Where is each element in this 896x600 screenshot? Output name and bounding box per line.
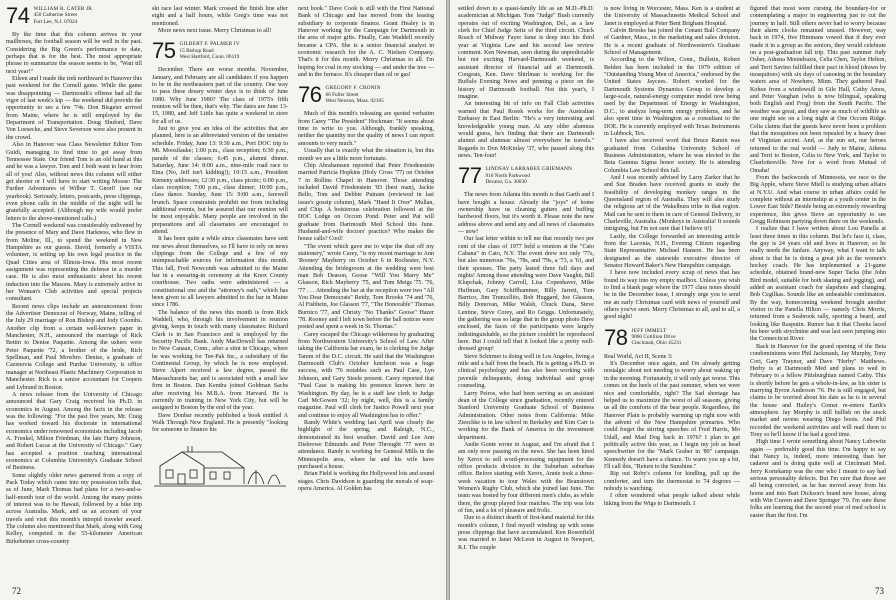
right-column-3	[750, 6, 886, 520]
secretary-address	[33, 6, 93, 25]
paragraph: Back in Hanover for the grand opening of the Beta condominiums were Phil Jackmauh, Jay Murphy, Tony Cori, Gary Traynor, and Dave "Herby" Matthews. Herby is at Dartmouth Med and plans to wed in February to a fellow Pittsburghian named Cathy. This is shortly before he gets a whole-in-law, as his sister is marrying Byron Anderson '76. Pie is still engaged, but claims to be worried about his date as he is in several the house and Hailey's Comet re-enters Earth's atmosphere. Jay Murphy is still bullish on the stock market and ravens wearing Diego boots. And Phil recorded the weekend activities and will mail them to Tony so he'll know if he had a good time.	[750, 343, 886, 438]
left-column-1	[6, 3, 142, 546]
secretary-name: WILLIAM R. CATER JR.	[33, 6, 94, 12]
secretary-address	[485, 166, 572, 185]
secretary-street: 910 North Parkwood	[485, 172, 530, 179]
paragraph: figured that most were cursing the boundary-for or contemplating a major in engineering just to cut the journey in half. Still others never had to worry because their alarm clocks remained unused. However, way back in 1974, five Himmans vowed that if they ever made it in a group as the seniors, they would celebrate on a post-graduation fall trip. This past summer Judy Osher, Athena Moundraxis, Celia Chen, Taylor Helton, and Terri Savino fulfilled their pact in blood (drawn by mosquitoes) with six days of canoeing in the boundary waters area of Nowhere, Minn. They gathered Paul Kohoe from a windowsill in Gile Hall, Cathy Amos, and Peter Vaughan (who is now bilingual, speaking both English and Frog) from the South Pacific. The weather was great, and they saw as much of wildlife as one might see on a long night at One Occom Ridge. Celia claims that the guests have never been a problem that the mosquitoes not been repealed by a heavy dose of Virginian accent. And, as the sun set, our heroes returned to the real world — Judy to Maine, Athena and Terri to Boston, Celia to New York, and Taylor to Charlottesville. Now for a word from Mutual of Omaha!	[750, 6, 886, 174]
secretary-name: GREGORY F. CRONIN	[325, 85, 381, 92]
right-column-1	[458, 6, 594, 552]
secretary-address	[325, 85, 383, 104]
paragraph: Also in Hanover was Class Newsletter Editor Tom Guidi, managing to find time to get away from Tennessee State. Our friend Tom is an old hand at this and he was a lawyer. Tom and I both want to hear from all of you! Also, without news this column will either get shorter or I will have to start writing Moose: The Further Adventures of Wilbur T. Gnorf! (see our yearbook). Seriously, letters, postcards, press clippings, even phone calls in the middle of the night will be gratefully accepted. (Although my wife would prefer letters to the above-mentioned calls.)	[6, 142, 142, 222]
paragraph: More news next issue. Merry Christmas to all!	[158, 28, 272, 35]
paragraph: Carey escaped the Chicago wilderness by graduating from Northwestern University's School of Law. After taking the California bar exam, he is clerking for Judge Tamm of the D.C. circuit. He said that the Washington Dartmouth Club's October luncheon was a huge success, with '76 notables such as Paul Case, Lyn Johnson, and Gary Steele present. Carey reported that "Paul Case is making his presence known here in Washington. By day, he is a staff law clerk to Judge Carl McGowen '32; by night, well, this is a family magazine. Paul will clerk for Justice Powell next year and continue to enjoy all Washington has to offer."	[298, 331, 434, 419]
paragraph: ski race last winter. Mark crossed the finish line after eight and a half hours, while Greg's time was not mentioned.	[152, 6, 288, 27]
paragraph: Lastly, the College forwarded an interesting article from the Laconia, N.H., Evening Citizen regarding State Representative Michael Hanson. He has been designated as the statewide executive director of Senator Howard Baker's New Hampshire campaign.	[604, 233, 740, 270]
paragraph: Just to give you an idea of the activities that are planned, here is an abbreviated version of the tentative schedule. Friday, June 13: 9:30 a.m., Port DOC trip to Mt. Moosilauke; 1:00 p.m., class reception; 6:30 p.m., parade of the classes; 6:45 p.m., alumni dinner. Saturday, June 14: 8:00 a.m., nine-mile road race to Etna (No, Jeff isn't kidding!); 10:15 a.m., President Kemeny addresses; 12:30 p.m., class picnic; 6:00 p.m., class reception; 7:00 p.m., class dinner; 10:00 p.m., class dance. Sunday, June 15: 9:00 a.m., farewell brunch. Space constraints prohibit me from including additional events, but be assured that our reunion will be most enjoyable. Many people are involved in the preparations and all classmates are encouraged to attend.	[152, 126, 288, 235]
paragraph: Calvin Brooks has joined the Conant Ball Company of Gardner, Mass., in the marketing and sales division. He is a recent graduate of Northwestern's Graduate School of Management.	[604, 28, 740, 57]
secretary-city: Cincinnati, Ohio 45231	[631, 340, 682, 347]
paragraph: It's December once again, and I'm already getting nostalgic about not needing to worry about waking up in the morning. Fortunately, it will only get worse. This comes on the heels of the past summer, when we were nice and comfortable, right? The Sad shortage has helped us to maximize the worst of all seasons, giving us all the comforts of the bear people. Regardless, the Hanover Plain is probably warming up right now with the advent of the New Hampshire primaries. Who could forget the stirring speeches of Fred Harris, Mo Udall, and Mad Dog back in 1976? I plan to get politically active this year, as I begin my job as head speechwriter for the "Mark Graber in '80" campaign. Kennedy doesn't have a chance. To warm you up a bit, I'll call this, "Return to the Sunshine."	[604, 361, 740, 470]
paragraph: settled down to a quasi-family life as an M.D.-Ph.D. academician at Michigan. Tom "Judge" Bush currently operates out of exciting Washington, Del., as a law clerk for Chief Judge Seitz of the third circuit. Chuck Roach of Midway Fayer fame is deep into his third year at Virginia Law and his second law review comment. Ken Newman, seen during the unpredictable but not exciting Harvard-Dartmouth weekend, is assistant director of financial aid at Dartmouth. Congrats, Ken. Dave Shirlman is working for the Buffalo Evening News and penning a piece on the history of Dartmouth football. Not this year's, I imagine.	[458, 6, 594, 101]
left-column-3	[298, 6, 434, 493]
left-column-2	[152, 6, 288, 499]
secretary-street: 15 Bishop Road	[179, 47, 214, 54]
class-1976-header	[298, 82, 434, 108]
paragraph: Brian Field is working the Hollywood lots and sound stages. Chris Davidson is guarding the morals of soap-opera America. Al Golden has	[298, 471, 434, 492]
paragraph: Some slightly older news garnered from a copy of Pack Today which came into my possession tells that, as of June, Mark Thomas had plans for a two-and-a-half-month tour of the world. Among the many points of interest was to be Hawaii, followed by a bike trip across Australia. Mark, and us an account of your travels and visit this month's intrepid traveler award. The column also mentioned that Mark, along with Greg Kelley, competed in the 55-kilometer American Birkebeiner cross-country	[6, 472, 142, 545]
paragraph: Dave Donbar recently published a book entitled A Walk Through New England. He is presently "looking for someone to finance his	[152, 412, 288, 434]
paragraph: Eileen and I made the trek northward to Hanover this past weekend for the Cornell game. While the game was disappointing — Dartmouth's offense had all the vigor of last week's kip — the weekend did provide the opportunity to see a few '74s. Don Bisgeier arrived from Maine, where he is still employed by the Department of Transportation. Doug Shuford, Dave Von Loesecke, and Steve Severson were also present in the crowd.	[6, 76, 142, 141]
paragraph: A news release from the University of Chicago announced that Gary Craig received his Ph.D. in economics in August. Among the facts in the release was the following: "For the past five years, Mr. Craig has worked toward his doctorate in international economics under renowned economists including Jacob A. Frenkel, Milton Friedman, the late Harry Johnson, and Robert Lucas at the University of Chicago." Gary has accepted a position teaching international economics at Columbia University's Graduate School of Business.	[6, 391, 142, 472]
paragraph: Due to a distinct dearth of first-hand material for this month's column, I find myself winding up with some press clippings that have accumulated. Ken Rosenfield was married to Janet McLeon in August in Newport, R.I. The couple	[458, 515, 594, 551]
paragraph: An interesting bit of info on Fall Club activities warned that Paul Rosek works for the Australian Embassy in East Berlin: "He's a very interesting and knowledgeable young man. At any older alumnus would guess, he's finding that there are Dartmouth alumni and alumnae almost everywhere he travels." Regards to Don McKinlay '37, who passed along this news. Ten-four!	[458, 101, 594, 159]
paragraph: According to the Wilton, Conn., Bulletin, Robert Belden has been included in the 1979 edition of "Outstanding Young Men of America," endorsed by the United States Jaycees. Robert worked for the Dartmouth Systems Dynamics Group to develop a large-scale, natural-energy computer model now being used by the Department of Energy in Washington, D.C., to analyze long-term energy problems, and he also spent time in Washington as a consultant to the DOE. He is currently employed with Texas Instruments in Lubbock, Tex.	[604, 57, 740, 137]
paragraph: It has been quite a while since classmates have sent me news about themselves, so I'll have to rely on news clippings from the College and a few of my unimpeachable sources for information this month. This fall, Fred Newcomb was admitted to the Maine bar in a swearing-in ceremony at the Knox County courthouse. Two oaths were administered — a constitutional one and the "attorney's oath," which has been given to all lawyers admitted to the bar in Maine since 1786.	[152, 236, 288, 309]
paragraph: And I was recently advised by Larry Zarker that he and Sue Braden have received grants to study the feasibility of developing monkey ranges in the Queensland region of Australia. They will also study the religious art of the Wakelbura tribe in that region. Mail can be sent to them in care of General Delivery, in Charleville, Australia. (Monkeys in Australia! It sounds intriguing, but I'm not sure that I believe it!)	[604, 174, 740, 233]
class-1974-header	[6, 3, 142, 28]
paragraph: December. There are worse months. November, January, and February are all candidates if you happen to be in the northeastern part of the country. One way to pass these dreary winter days is to think of June 1980. Why June 1980? The class of 1975's fifth reunion will be then, that's why. The dates are June 13-15, 1980, and Jeff Little has quite a weekend in store for all of us.	[152, 67, 288, 125]
class-year: 77	[458, 163, 482, 189]
paragraph: I have also received word that Bruce Ramin was graduated from Columbia University School of Business Administration, where he was elected to the Beta Gamma Sigma honor society. He is attending Columbia Law School this fall.	[604, 138, 740, 174]
paragraph: The news from Atlanta this month is that Garth and I have bought a house. Already the "joys" of home ownership have us cleaning gutters and buffing hardwood floors, but it's worth it. Please note the new address above and send any and all news of classmates — now!	[458, 192, 594, 235]
paragraph: High time I wrote something about Nancy Lubowitz again — preferably good this time. I'm happy to say that Nancy is, indeed, more interesting than her cadaver and is doing quite well at Cincinnati Med. Jerry Kortekamp was the one who I meant to say had serious personality defects. But I'm sure that those are all being corrected, as he has moved away from his home and into Bart Dickson's brand new house, along with Win Craven and Dave Springer '79. I'm sure these folks are learning that the second year of med school is easier than the first. I'm	[750, 439, 886, 519]
page-number: 72	[12, 586, 21, 596]
paragraph: The balance of the news this month is from Rick Waddell, who, through his involvement in reunion giving, keeps in touch with many classmates: Richard Clark is in San Francisco and is employed by the Security Pacific Bank. Andy MacDowell has returned to New Canaan, Conn., after a stint in Chicago, where he was working for Tee-Pak Inc., a subsidiary of the Continental Group, by which he is now employed. Steve Alpert received a law degree, passed the Massachusetts bar, and is associated with a small law firm in Boston. Dan Kendra joined Goldman Sachs after receiving his M.B.A. from Harvard. He is currently in training in New York City, but will be assigned to Boston by the end of the year.	[152, 309, 288, 412]
paragraph: "The event which gave me to wipe the dust off my stationery," wrote Carey, "is my recent marriage to Ann 'Rooney' Mayberry on October 6 in Rochester, N.Y. Attending the bridegroom at the wedding were best man Bob Deason, Goose "Will You Marry Me" Glasson, Rick Mayberry '75, and Tom Meigs '75. '76, '77 . . . Attending the bar at the reception were two "All You Dear Democrats" Reidy, Tom Brooks '74 and '76, Al Fishbein, Joe Glasson '77, "The Honorable" Thomas Burnico '77, and Christy "No Thanks" Goose" Hazer '78. Rooney and I left town before the ball notices were posted and spent a week in St. Thomas."	[298, 243, 434, 331]
secretary-name: LINDSAY LARRABEE GRIEMANN	[485, 166, 573, 173]
class-year: 76	[298, 82, 322, 108]
paragraph: Larry Peiros, who had been serving as an assistant dean of the College since graduation, recently entered Stanford University Graduate School of Business Administration. Other notes from California: Mike Zieschke is in law school in Berkeley and Kim Carr is working for the Bank of America in the investment department.	[458, 390, 594, 441]
paragraph: Real World, Act II, Scene 3:	[604, 353, 673, 360]
paragraph: I have now included every scrap of news that has found its way into my empty mailbox. Unless you wish to find a blank page where the 1977 class notes should be in the December issue, I strongly urge you to send me an early Christmas card with news of yourself and others you've seen. Merry Christmas to all, and to all, a good night!	[604, 270, 740, 321]
paragraph: Andie Gonte wrote in August, and I'm afraid that I am only now passing on the news. She has been hired by Xerox to sell word-processing equipment for the office products division in the Suburban suburban office. Before starting with Xerox, Annie took a three-week vacation to tour Wales with the Beanstown Women's Rugby Club, which she joined last June. The team was hosted by four different men's clubs, as while there, the group played four matches. The trip was lots of fun, and a lot of pleasure and frolic.	[458, 441, 594, 514]
secretary-city: West Newton, Mass. 02165	[325, 98, 384, 105]
house-sketch-illustration	[152, 440, 288, 492]
secretary-city: Fort Lee, N.J. 07024	[33, 18, 78, 25]
secretary-name: JEFF IMMELT	[631, 327, 667, 334]
secretary-street: 66 Fuller Street	[325, 91, 359, 98]
secretary-name: GILBERT F. PALMER IV	[179, 41, 240, 48]
class-1975-header	[152, 38, 288, 64]
class-1978-header	[604, 324, 740, 350]
secretary-street: 450 Catherine Street	[33, 12, 78, 19]
page-number: 73	[875, 586, 884, 596]
right-column-2	[604, 6, 740, 508]
class-year: 78	[604, 324, 628, 350]
left-page	[0, 0, 446, 600]
class-1977-header	[458, 163, 594, 189]
paragraph: Our last letter within to tell me that recently two per cent of the class of 1977 held a reunion at the "Cato Cabana" in Cato, N.Y. The event drew not only '77s, but also numerous '76s, '78s, and '79s, a '73, a '61, and their spouses. The party lasted three full days and nights! Among those attending were Dave Vaughn, Bill Klupchak, Johnny Carroll, Lisa Copenhaver, Mike Huffman, Gary Schiffhammer, Billy Jarrett, Tom Barrico, Jim Truncellito, Bob Huggard, Joe Glasson, Billy Donovan, Mike Walsh, Chuck Dana, Steve Lentine, Steve Corey, and Ro Griggs. Unfortunately, the gathering was so large that in the group photo Dave enclosed, the faces of the participants were largely indistinguishable, so the picture couldn't be reproduced here. But I could tell that it looked like a pretty well-dressed group!	[458, 236, 594, 353]
paragraph: Rip out Roby's column for kindling, pull up the comforter, and turn the thermostat to 74 degrees — nobody is watching.	[604, 471, 740, 492]
right-page	[450, 0, 896, 600]
paragraph: next book." Dave Cook is still with the First National Bank of Chicago and has moved from the leasing subsidiary to corporate finance. Grant Healey is in Hanover working for the Campaign for Dartmouth in the area of major gifts. Finally, Cate Waddell recently became a CPA. She is a senior financial analyst in economic research for the A. C. Nielsen Company. That's it for this month. Merry Christmas to all. I'm hoping for coal in my stocking — and under the tree — and in the furnace. It's cheaper than oil or gas!	[298, 6, 434, 79]
class-year: 75	[152, 38, 176, 64]
secretary-street: 9060 Cotillion Drive	[631, 334, 676, 341]
class-year: 74	[6, 3, 30, 28]
secretary-city: West Hartford, Conn. 06119	[179, 53, 240, 60]
secretary-city: Decatur, Ga. 30030	[485, 178, 527, 185]
paragraph: Usually that is exactly what the situation is, but this month we are a little more fortunate.	[298, 148, 434, 162]
paragraph: Randy White's wedding last April was clearly the highlight of the spring, and Raleigh, N.C., demonstrated its best weather. David and Lee Ann Disbrowe Edmunds and Peter Throught '77 were in attendance. Randy is working for General Mills in the Minneapolis area, where he and his wife have purchased a house.	[298, 419, 434, 470]
paragraph: Chip Abrahamsen reported that Peter Friedenstein married Patricia Hopkins (Holy Cross '77) on October 7 in Rollins Chapel in Hanover. Those attending included David Friedenstein '83 (best man), Jackie Bello, Tom and Debbie Putnam (reviewed in last issue's gossip column), Mark "Hand It Over" Mullan, and Chip. A boisterous celebration followed at the DOC Lodge on Occom Pond. Peter and Pat will graduate from Dartmouth Med School this June. Husband-and-wife doctors' practice? Who makes the house calls? Cool!	[298, 162, 434, 243]
secretary-address	[631, 328, 681, 347]
paragraph: From the backwoods of Minnesota, we race to the Big Apple, where Steve Miell is studying urban affairs at N.Y.U. And what course in urban affairs could be complete without an internship at a youth center in the Lower East Side? Beside being an extremely rewarding experience, this gives Steve an opportunity to see Gregg Robinson partying down there on the weekends.	[750, 174, 886, 225]
paragraph: Much of this month's releasing are quoted verbatim from Carey "The President" Hockman: "It seems about time to write to you. Although, frankly speaking, neither the quantity nor the quality of news I can report amounts to very much."	[298, 111, 434, 147]
paragraph: Recent news clips include an announcement from the Advertiser Democrat of Norway, Maine, telling of the July 29 marriage of Ron Bishop and Jody Coombs. Another clip from a certain well-known paper in Manchester, N.H., announced the marriage of Rick Bettin to Denise Paquette. Among the ushers were Peter Paquette '72, a brother of the bride, Rich Spellman, and Paul Mowbro. Denise, a graduate of Cazenovia College and Purdue University, is office manager at Northeast Plastic Machinery Corporation in Manchester. Rick is a senior accountant for Coopers and Lybrand in Boston.	[6, 303, 142, 391]
paragraph: Steve Schirmer is doing well in Los Angeles, living a mile and a half from the beach. He is getting a Ph.D. in clinical psychology and has also been working with juvenile delinquents, doing individual and group counseling.	[458, 353, 594, 390]
paragraph: By the time that this column arrives in your mailboxes, the football season will be well in the past. Considering the Big Green's performance to date, perhaps that is for the best. The most appropriate phrase to summarize the season seems to be, "Wait till next year!"	[6, 32, 142, 75]
paragraph: The Cornell weekend was considerably enlivened by the presence of Mary and Dave Harkness, who flew in from Moline, Ill., to spend the weekend in New Hampshire as our guests. David, formerly a VISTA volunteer, is setting up his own legal practice in the Quad Cities area of Illinois-Iowa. His most recent assignment was representing the defense in a murder case. He is also most enthusiastic about his recent induction into the Masons. Mary is extremely active in her Woman's Club activities and special projects consultant.	[6, 222, 142, 303]
paragraph: is now living in Worcester, Mass. Ken is a student at the University of Massachusetts Medical School and Janet is employed at Peter Bent Brigham Hospital.	[604, 6, 740, 27]
paragraph: I often wondered what people talked about while hiking from the Wigs to Dartmouth. I	[604, 493, 740, 507]
paragraph: I realize that I have written about Lou Panella at least three times in this column. But let's face it, class, the guy is 24 years old and lives in Hanover, so he really needs the fanfare. Anyway, what I want to talk about is that he is doing a great job as the women's hockey coach. He has implemented a 21-game schedule, obtained brand-new Super Tacks (the John Bird model, suitable for both skating and jogging), and added an assistant coach for slapshots and changing. Bob Cegilkas. Sounds like an unbeatable combination. By the way, homecoming weekend brought another visitor to the Panella Hilton — namely Chris Morris, returned from a Seabrook rally, sporting a beard, and looking like Rasputin. Rumor has it that Cheeks laced his beer with strychnine and was last seen jumping into the Connecticut River.	[750, 226, 886, 343]
secretary-address	[179, 41, 239, 60]
